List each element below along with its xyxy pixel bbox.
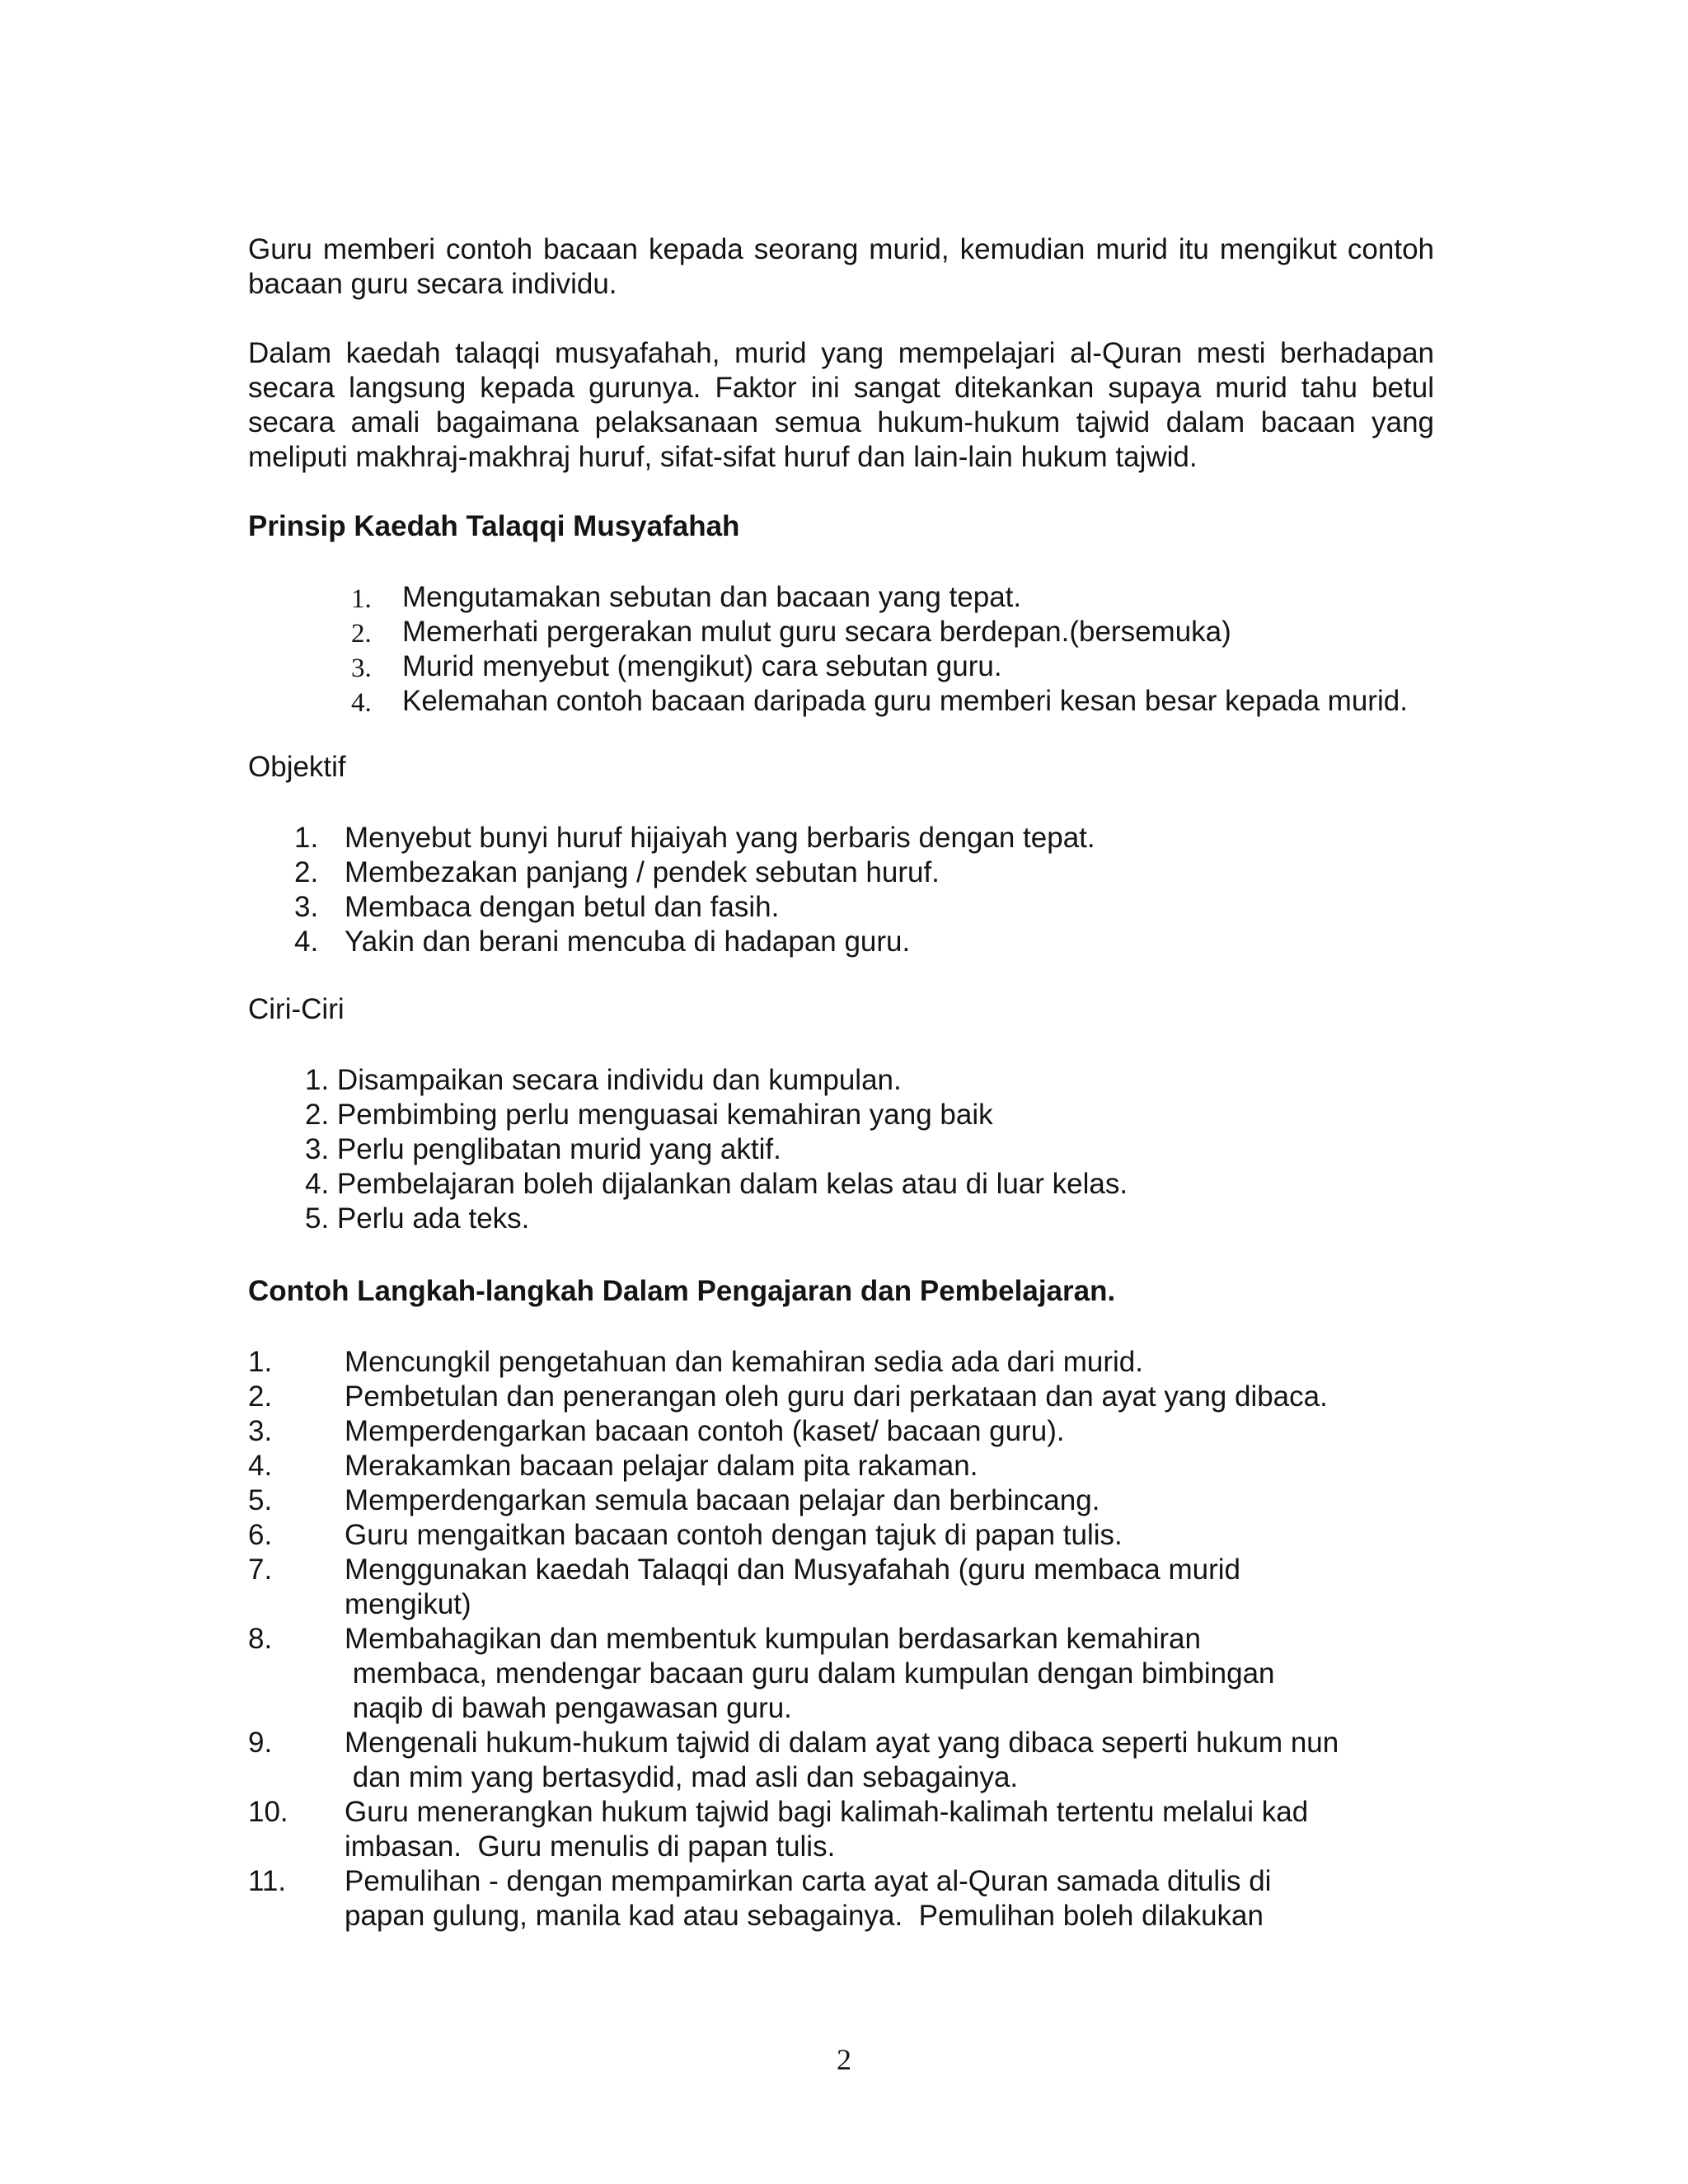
- list-number: 4.: [294, 926, 319, 958]
- list-number: 3.: [248, 1415, 273, 1447]
- ciri-heading: Ciri-Ciri: [248, 993, 345, 1025]
- list-item-line: imbasan. Guru menulis di papan tulis.: [345, 1830, 836, 1863]
- list-item: Yakin dan berani mencuba di hadapan guru.: [345, 926, 911, 958]
- list-item-line: Menggunakan kaedah Talaqqi dan Musyafahah (guru membaca murid: [345, 1554, 1240, 1586]
- list-item-line: Guru menerangkan hukum tajwid bagi kalimah-kalimah tertentu melalui kad: [345, 1796, 1309, 1828]
- list-item-line: Pemulihan - dengan mempamirkan carta ayat al-Quran samada ditulis di: [345, 1865, 1272, 1897]
- list-item-line: Guru mengaitkan bacaan contoh dengan tajuk di papan tulis.: [345, 1519, 1123, 1551]
- list-item: 5. Perlu ada teks.: [305, 1202, 530, 1235]
- list-item: Membaca dengan betul dan fasih.: [345, 891, 780, 923]
- list-number: 3.: [351, 654, 372, 683]
- list-number: 4.: [248, 1450, 273, 1482]
- talaqqi-paragraph: Dalam kaedah talaqqi musyafahah, murid yang mempelajari al-Quran mesti berhadapan secara langsung kepada gurunya. Faktor ini sangat ditekankan supaya murid tahu betul secara amali bagaimana pelaksanaan semua hukum-hukum tajwid dalam bacaan yang meliputi makhraj-makhraj huruf, sifat-sifat huruf dan lain-lain hukum tajwid.: [248, 337, 1434, 473]
- list-item: 4. Pembelajaran boleh dijalankan dalam kelas atau di luar kelas.: [305, 1168, 1128, 1200]
- objektif-heading: Objektif: [248, 751, 346, 783]
- list-item-line: Mengenali hukum-hukum tajwid di dalam ayat yang dibaca seperti hukum nun: [345, 1727, 1339, 1759]
- langkah-heading: Contoh Langkah-langkah Dalam Pengajaran dan Pembelajaran.: [248, 1275, 1116, 1307]
- list-number: 1.: [294, 822, 319, 854]
- list-number: 1.: [351, 584, 372, 614]
- list-item-line: Merakamkan bacaan pelajar dalam pita rakaman.: [345, 1450, 978, 1482]
- list-item-line: papan gulung, manila kad atau sebagainya. Pemulihan boleh dilakukan: [345, 1900, 1264, 1932]
- list-item-line: Mencungkil pengetahuan dan kemahiran sedia ada dari murid.: [345, 1346, 1143, 1378]
- list-number: 2.: [351, 619, 372, 649]
- prinsip-heading: Prinsip Kaedah Talaqqi Musyafahah: [248, 510, 740, 542]
- list-number: 4.: [351, 688, 372, 718]
- list-item-line: mengikut): [345, 1588, 471, 1620]
- list-number: 3.: [294, 891, 319, 923]
- list-item: Menyebut bunyi huruf hijaiyah yang berbaris dengan tepat.: [345, 822, 1095, 854]
- list-number: 10.: [248, 1796, 288, 1828]
- list-item: Kelemahan contoh bacaan daripada guru memberi kesan besar kepada murid.: [402, 685, 1408, 717]
- list-item-line: membaca, mendengar bacaan guru dalam kumpulan dengan bimbingan: [345, 1657, 1275, 1690]
- list-item: 3. Perlu penglibatan murid yang aktif.: [305, 1133, 781, 1165]
- page-number: 2: [837, 2043, 851, 2076]
- list-item: 1. Disampaikan secara individu dan kumpulan.: [305, 1064, 902, 1096]
- list-item-line: dan mim yang bertasydid, mad asli dan sebagainya.: [345, 1761, 1019, 1793]
- list-item: Mengutamakan sebutan dan bacaan yang tepat.: [402, 581, 1022, 613]
- list-number: 7.: [248, 1554, 273, 1586]
- list-number: 2.: [248, 1380, 273, 1413]
- list-number: 9.: [248, 1727, 273, 1759]
- list-item: Murid menyebut (mengikut) cara sebutan guru.: [402, 650, 1002, 682]
- list-item-line: naqib di bawah pengawasan guru.: [345, 1692, 792, 1724]
- list-number: 11.: [248, 1865, 287, 1897]
- list-item: Memerhati pergerakan mulut guru secara berdepan.(bersemuka): [402, 616, 1231, 648]
- list-item-line: Membahagikan dan membentuk kumpulan berdasarkan kemahiran: [345, 1623, 1201, 1655]
- list-item: 2. Pembimbing perlu menguasai kemahiran yang baik: [305, 1099, 993, 1131]
- list-number: 5.: [248, 1484, 273, 1516]
- list-number: 8.: [248, 1623, 273, 1655]
- list-item-line: Pembetulan dan penerangan oleh guru dari perkataan dan ayat yang dibaca.: [345, 1380, 1328, 1413]
- list-item-line: Memperdengarkan bacaan contoh (kaset/ bacaan guru).: [345, 1415, 1065, 1447]
- list-number: 1.: [248, 1346, 273, 1378]
- intro-paragraph: Guru memberi contoh bacaan kepada seorang murid, kemudian murid itu mengikut contoh bacaan guru secara individu.: [248, 233, 1434, 300]
- list-number: 6.: [248, 1519, 273, 1551]
- list-number: 2.: [294, 856, 319, 888]
- list-item-line: Memperdengarkan semula bacaan pelajar dan berbincang.: [345, 1484, 1100, 1516]
- list-item: Membezakan panjang / pendek sebutan huruf.: [345, 856, 940, 888]
